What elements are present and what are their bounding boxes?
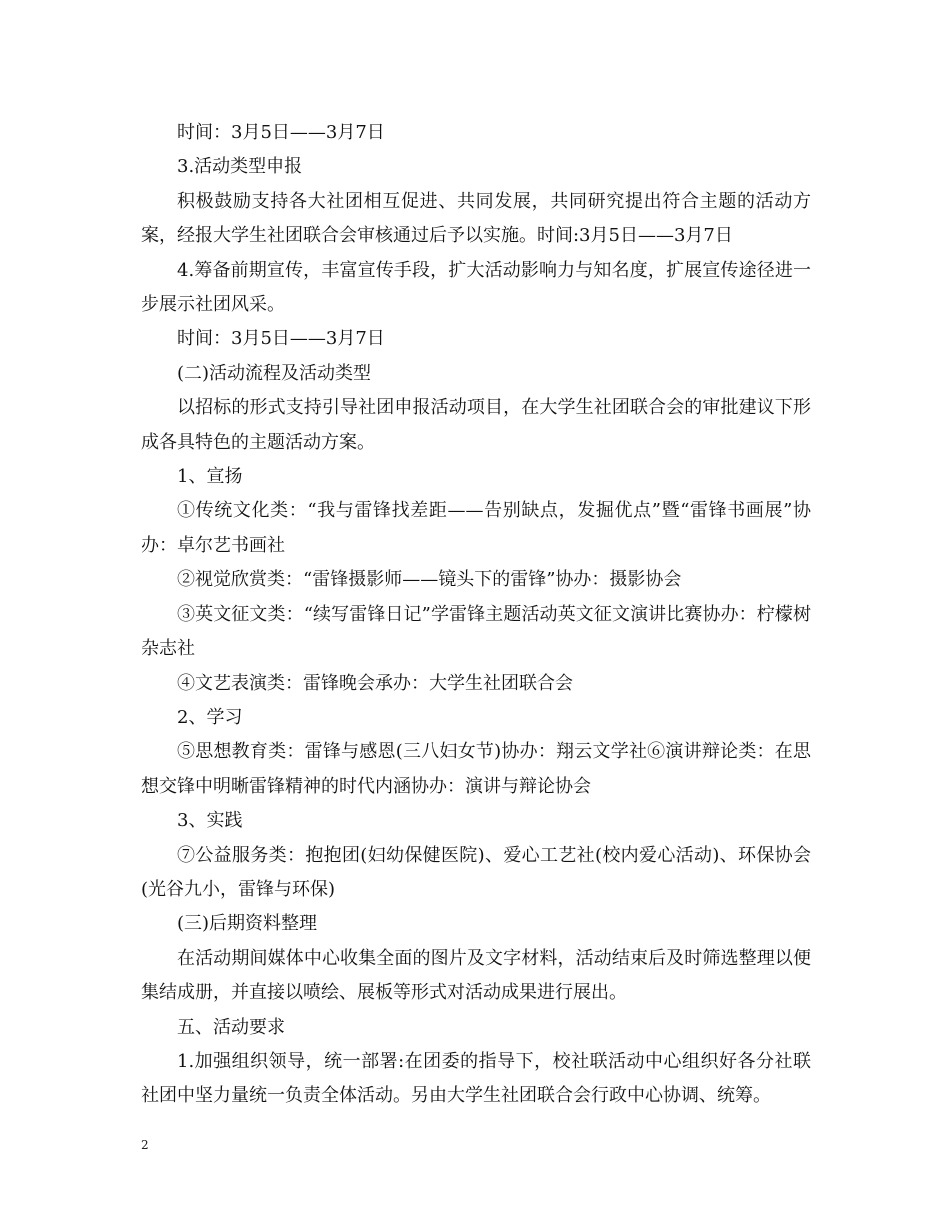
section-heading: (三)后期资料整理 [177,913,318,935]
list-item: ④文艺表演类：雷锋晚会承办：大学生社团联合会 [177,672,573,694]
section-heading: 2、学习 [177,706,243,728]
paragraph: 1.加强组织领导，统一部署:在团委的指导下，校社联活动中心组织好各分社联社团中坚力量统一负责全体活动。另由大学生社团联合会行政中心协调、统筹。 [141,1050,811,1107]
section-heading: 3.活动类型申报 [177,156,303,178]
paragraph: 4.筹备前期宣传，丰富宣传手段，扩大活动影响力与知名度，扩展宣传途径进一步展示社团风采。 [141,259,811,316]
list-item: ①传统文化类：“我与雷锋找差距——告别缺点，发掘优点”暨“雷锋书画展”协办：卓尔艺书画社 [141,500,811,556]
list-item: ②视觉欣赏类：“雷锋摄影师——镜头下的雷锋”协办：摄影协会 [177,569,682,591]
page-number: 2 [141,1138,149,1152]
section-heading: 3、实践 [177,810,243,832]
section-heading: 1、宣扬 [177,466,243,488]
list-item: ⑦公益服务类：抱抱团(妇幼保健医院)、爱心工艺社(校内爱心活动)、环保协会(光谷九小，雷锋与环保) [141,844,811,900]
paragraph: 时间：3月5日——3月7日 [177,122,385,143]
document-body [141,116,811,1114]
paragraph: 时间：3月5日——3月7日 [177,328,385,350]
list-item: ⑤思想教育类：雷锋与感恩(三八妇女节)协办：翔云文学社⑥演讲辩论类：在思想交锋中明晰雷锋精神的时代内涵协办：演讲与辩论协会 [141,741,811,797]
list-item: ③英文征文类：“续写雷锋日记”学雷锋主题活动英文征文演讲比赛协办：柠檬树杂志社 [141,603,811,660]
section-heading: (二)活动流程及活动类型 [177,362,372,384]
paragraph: 积极鼓励支持各大社团相互促进、共同发展，共同研究提出符合主题的活动方案，经报大学生社团联合会审核通过后予以实施。时间:3月5日——3月7日 [141,190,811,247]
paragraph: 在活动期间媒体中心收集全面的图片及文字材料，活动结束后及时筛选整理以便集结成册，并直接以喷绘、展板等形式对活动成果进行展出。 [141,947,811,1004]
section-heading: 五、活动要求 [177,1016,285,1038]
paragraph: 以招标的形式支持引导社团申报活动项目，在大学生社团联合会的审批建议下形成各具特色的主题活动方案。 [141,397,811,453]
